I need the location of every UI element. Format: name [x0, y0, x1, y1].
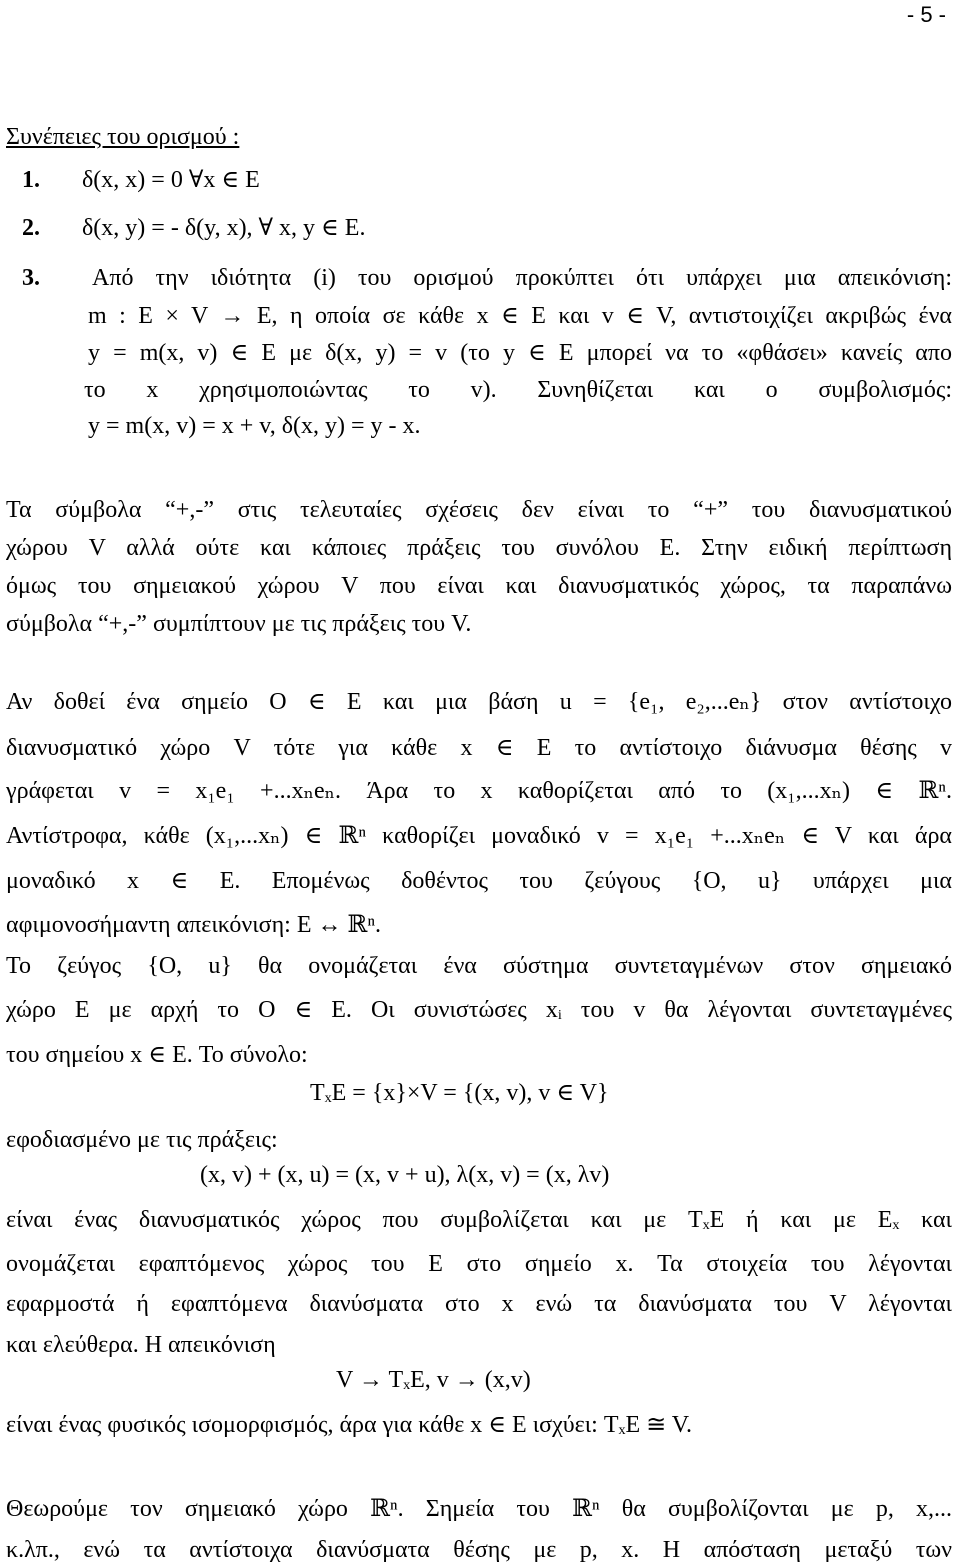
- section-heading: Συνέπειες του ορισμού :: [6, 124, 240, 150]
- text-line: σύμβολα “+,-” συμπίπτουν με τις πράξεις του V.: [6, 611, 472, 637]
- text-line: Τα σύμβολα “+,-” στις τελευταίες σχέσεις δεν είναι το “+” του διανυσματικού: [6, 497, 952, 523]
- list-item: [22, 165, 952, 195]
- formula-line: V → TₓE, v → (x,v): [336, 1367, 531, 1393]
- text-line: είναι ένας διανυσματικός χώρος που συμβολίζεται και με TₓE ή και με Eₓ και: [6, 1207, 952, 1233]
- text-line: εφοδιασμένο με τις πράξεις:: [6, 1127, 278, 1153]
- item-text: δ(x, y) = - δ(y, x), ∀ x, y ∈ E.: [82, 215, 366, 241]
- item-text: δ(x, x) = 0 ∀x ∈ E: [82, 167, 260, 193]
- text-line: και ελεύθερα. Η απεικόνιση: [6, 1332, 276, 1358]
- text-line: Αν δοθεί ένα σημείο O ∈ E και μια βάση u = {e₁, e₂,...eₙ} στον αντίστοιχο: [6, 689, 952, 715]
- text-line: Αντίστροφα, κάθε (x₁,...xₙ) ∈ ℝⁿ καθορίζει μοναδικό v = x₁e₁ +...xₙeₙ ∈ V και άρα: [6, 823, 952, 849]
- text-line: αφιμονοσήμαντη απεικόνιση: E ↔ ℝⁿ.: [6, 912, 381, 938]
- text-line: όμως του σημειακού χώρου V που είναι και διανυσματικός χώρος, τα παραπάνω: [6, 573, 952, 599]
- item-text: Από την ιδιότητα (i) του ορισμού προκύπτει ότι υπάρχει μια απεικόνιση:: [92, 265, 953, 291]
- list-item: [22, 213, 952, 243]
- text-line: διανυσματικό χώρο V τότε για κάθε x ∈ E το αντίστοιχο διάνυσμα θέσης v: [6, 735, 952, 761]
- text-line: m : E × V → E, η οποία σε κάθε x ∈ Ε και v ∈ V, αντιστοιχίζει ακριβώς ένα: [88, 303, 952, 329]
- text-line: το x χρησιμοποιώντας το v). Συνηθίζεται και ο συμβολισμός:: [84, 377, 952, 403]
- formula-line: TₓE = {x}×V = {(x, v), v ∈ V}: [310, 1080, 609, 1106]
- formula-line: (x, v) + (x, u) = (x, v + u), λ(x, v) = (x, λv): [200, 1162, 610, 1188]
- text-line: y = m(x, v) ∈ E με δ(x, y) = v (το y ∈ E μπορεί να το «φθάσει» κανείς απο: [88, 340, 952, 366]
- text-line: κ.λπ., ενώ τα αντίστοιχα διανύσματα θέσης με p, x. Η απόσταση μεταξύ των: [6, 1537, 952, 1563]
- text-line: χώρο E με αρχή το O ∈ E. Οι συνιστώσες xᵢ του v θα λέγονται συντεταγμένες: [6, 997, 952, 1023]
- text-line: Θεωρούμε τον σημειακό χώρο ℝⁿ. Σημεία του ℝⁿ θα συμβολίζονται με p, x,...: [6, 1496, 952, 1522]
- text-line: εφαρμοστά ή εφαπτόμενα διανύσματα στο x ενώ τα διανύσματα του V λέγονται: [6, 1291, 952, 1317]
- item-number: 3.: [22, 265, 40, 291]
- list-item: [22, 263, 952, 293]
- text-line: χώρου V αλλά ούτε και κάποιες πράξεις του συνόλου Ε. Στην ειδική περίπτωση: [6, 535, 952, 561]
- text-line: του σημείου x ∈ E. Το σύνολο:: [6, 1042, 308, 1068]
- page-number: - 5 -: [906, 2, 946, 27]
- text-line: Το ζεύγος {O, u} θα ονομάζεται ένα σύστημα συντεταγμένων στον σημειακό: [6, 953, 952, 979]
- item-number: 2.: [22, 215, 40, 241]
- text-line: είναι ένας φυσικός ισομορφισμός, άρα για κάθε x ∈ E ισχύει: TₓE ≅ V.: [6, 1412, 693, 1438]
- text-line: γράφεται v = x₁e₁ +...xₙeₙ. Άρα το x καθορίζεται από το (x₁,...xₙ) ∈ ℝⁿ.: [6, 778, 952, 804]
- text-line: μοναδικό x ∈ E. Επομένως δοθέντος του ζεύγους {O, u} υπάρχει μια: [6, 868, 952, 894]
- text-line: ονομάζεται εφαπτόμενος χώρος του Ε στο σημείο x. Τα στοιχεία του λέγονται: [6, 1251, 952, 1277]
- item-number: 1.: [22, 167, 40, 193]
- formula-line: y = m(x, v) = x + v, δ(x, y) = y - x.: [88, 413, 421, 439]
